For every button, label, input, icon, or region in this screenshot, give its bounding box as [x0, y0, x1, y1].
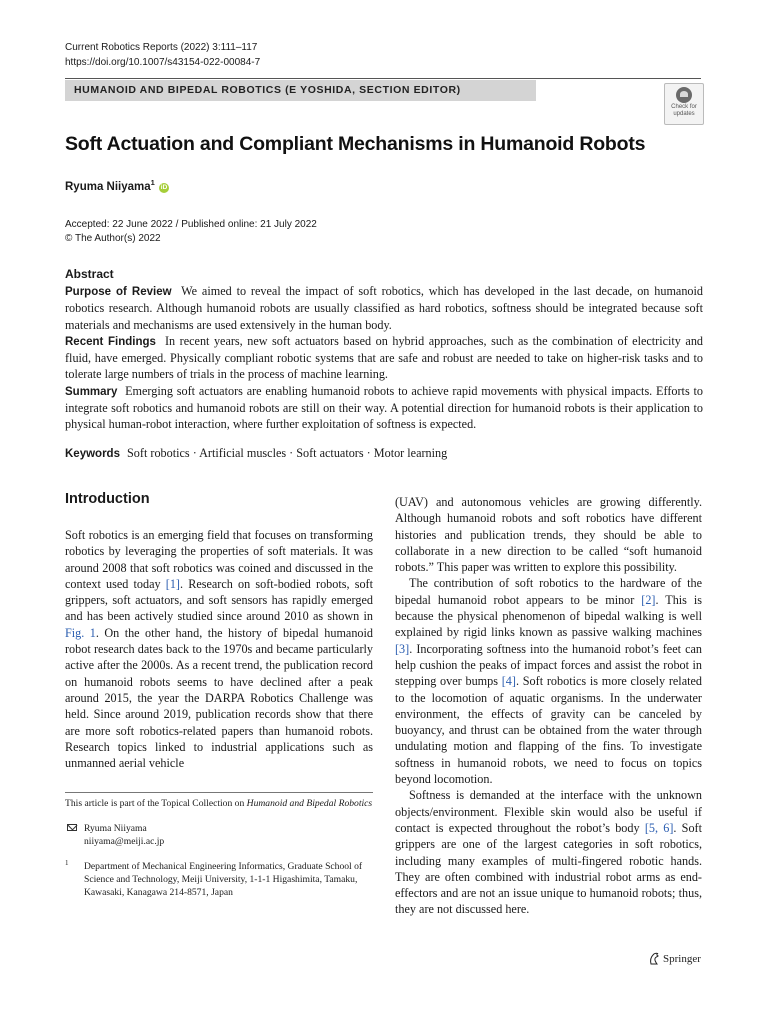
keywords-label: Keywords	[65, 448, 120, 460]
header-rule	[65, 78, 701, 79]
envelope-icon	[67, 824, 77, 831]
purpose-label: Purpose of Review	[65, 286, 172, 298]
contact-email[interactable]: niiyama@meiji.ac.jp	[84, 836, 165, 848]
check-updates-icon	[676, 87, 692, 103]
section-bar: HUMANOID AND BIPEDAL ROBOTICS (E YOSHIDA, SECTION EDITOR)	[65, 80, 536, 101]
copyright: © The Author(s) 2022	[65, 233, 161, 244]
topical-collection-note	[65, 797, 373, 810]
citation-link[interactable]: [5, 6]	[644, 820, 674, 835]
publisher-name: Springer	[663, 953, 701, 965]
journal-citation: Current Robotics Reports (2022) 3:111–117	[65, 42, 258, 53]
author-affil-sup: 1	[150, 178, 155, 187]
affiliation-text: Department of Mechanical Engineering Informatics, Graduate School of Science and Technology, Meiji University, 1-1-1 Higashimita, Tamaku, Kawasaki, Kanagawa 214-8571, Japan	[84, 860, 363, 899]
text-run: . On the other hand, the history of bipedal humanoid robot research dates back to the 1970s and became particularly active after the 2000s. As a recent trend, the publication record on humanoid robots seems to have declined after a peak around 2015, the year the DARPA Robotics Challenge was held. Since around 2019, publication records show that there are more soft robotics-related papers than humanoid robots. Research topics linked to industrial applications such as unmanned aerial vehicle	[65, 625, 374, 771]
keywords-list: Soft robotics · Artificial muscles · Soft actuators · Motor learning	[127, 446, 448, 460]
author-name[interactable]: Ryuma Niiyama	[65, 180, 151, 193]
affiliation	[65, 860, 373, 900]
contact-name: Ryuma Niiyama	[84, 823, 147, 835]
findings-text: In recent years, new soft actuators based on hybrid approaches, such as the combination of electricity and fluid, have emerged. Physically compliant robotic systems that are safe and robust are needed to take on higher-risk tasks and to tolerate large numbers of trials in the process of machine learning.	[65, 333, 704, 382]
summary-label: Summary	[65, 385, 118, 398]
abstract-purpose	[65, 283, 703, 333]
publication-dates	[65, 218, 317, 246]
collection-prefix: This article is part of the Topical Collection on	[65, 798, 247, 809]
publisher-logo	[648, 952, 701, 965]
intro-paragraph-1-continued: (UAV) and autonomous vehicles are growing differently. Although humanoid robots and soft robotics have different histories and publication trends, they should be able to collaborate in a new direction to be called “soft humanoid robots.” This paper was written to explore this possibility.	[395, 495, 702, 575]
doi-link[interactable]: https://doi.org/10.1007/s43154-022-00084-7	[65, 57, 261, 68]
intro-paragraph-1	[65, 527, 373, 771]
check-for-updates-badge[interactable]	[664, 83, 704, 125]
affiliation-number: 1	[65, 858, 69, 867]
citation-link[interactable]: [3]	[395, 641, 410, 656]
footnotes	[65, 797, 373, 899]
figure-link[interactable]: Fig. 1	[65, 625, 96, 640]
footnote-rule	[65, 792, 373, 793]
text-run: . Soft grippers are one of the largest categories in soft robotics, including many examples of multi-fingered robotic hands. They are often combined with industrial robot arms as end-effectors and are not an issue unique to humanoid robots; thus, they are not discussed here.	[395, 820, 702, 917]
right-column	[395, 494, 702, 918]
paper-title: Soft Actuation and Compliant Mechanisms in Humanoid Robots	[65, 133, 646, 155]
keywords	[65, 445, 447, 462]
author-line	[65, 178, 169, 193]
citation-link[interactable]: [1]	[165, 576, 180, 591]
text-run: . Incorporating softness into the humanoid robot’s feet can help cushion the peaks of impact forces and assist the robot in stepping over bumps	[395, 641, 702, 689]
text-run: . Research on soft-bodied robots, soft grippers, soft actuators, and soft sensors has rapidly emerged and has been actively studied since around 2010 as shown in	[65, 576, 373, 624]
abstract-summary	[65, 383, 703, 433]
text-run: Soft robotics is an emerging field that focuses on transforming robotics by leveraging the properties of soft materials. It was around 2008 that soft robotics was coined and discussed in the context used today	[65, 528, 373, 591]
citation-link[interactable]: [4]	[501, 674, 516, 689]
text-run: . This is because the physical phenomenon of bipedal walking is well explained by rigid links known as passive walking machines	[395, 592, 702, 640]
introduction-heading: Introduction	[65, 491, 150, 507]
check-updates-label: Check for updates	[671, 104, 697, 117]
intro-paragraph-2	[395, 575, 702, 787]
springer-horse-icon	[648, 952, 660, 965]
intro-paragraph-3	[395, 787, 702, 917]
abstract-heading: Abstract	[65, 267, 114, 281]
abstract	[65, 266, 703, 433]
text-run: Softness is demanded at the interface with the unknown objects/environment. Flexible skin would also be useful if contact is expected throughout the robot’s body	[395, 788, 702, 835]
citation-link[interactable]: [2]	[641, 592, 656, 607]
text-run: . Soft robotics is more closely related to the locomotion of aquatic organisms. In the underwater environment, the effects of gravity can be canceled by buoyancy, and thrust can be obtained from the water through undulating motion and flapping of the fins. To investigate softness in humanoid robots, we need to focus on topics beyond locomotion.	[395, 674, 702, 787]
left-column	[65, 527, 373, 771]
accepted-published: Accepted: 22 June 2022 / Published online: 21 July 2022	[65, 219, 317, 230]
abstract-findings	[65, 333, 703, 383]
purpose-text: We aimed to reveal the impact of soft robotics, which has developed in the last decade, on humanoid robotics research. Although humanoid robots are usually classified as hard robotics, softness should be integrated because soft materials and mechanisms are used extensively in the human body.	[65, 284, 704, 332]
text-run: The contribution of soft robotics to the hardware of the bipedal humanoid robot appears to be minor	[395, 576, 702, 607]
collection-name: Humanoid and Bipedal Robotics	[246, 798, 373, 809]
summary-text: Emerging soft actuators are enabling humanoid robots to achieve rapid movements with physical impacts. Efforts to integrate soft robotics and humanoid robots are still on their way. A potential direction for humanoid robots is their application to physical human-robot interaction, where further exploitation of softness is expected.	[65, 383, 703, 432]
corresponding-author	[65, 822, 373, 848]
findings-label: Recent Findings	[65, 335, 156, 348]
journal-info	[65, 40, 260, 70]
orcid-icon[interactable]: iD	[160, 183, 168, 191]
